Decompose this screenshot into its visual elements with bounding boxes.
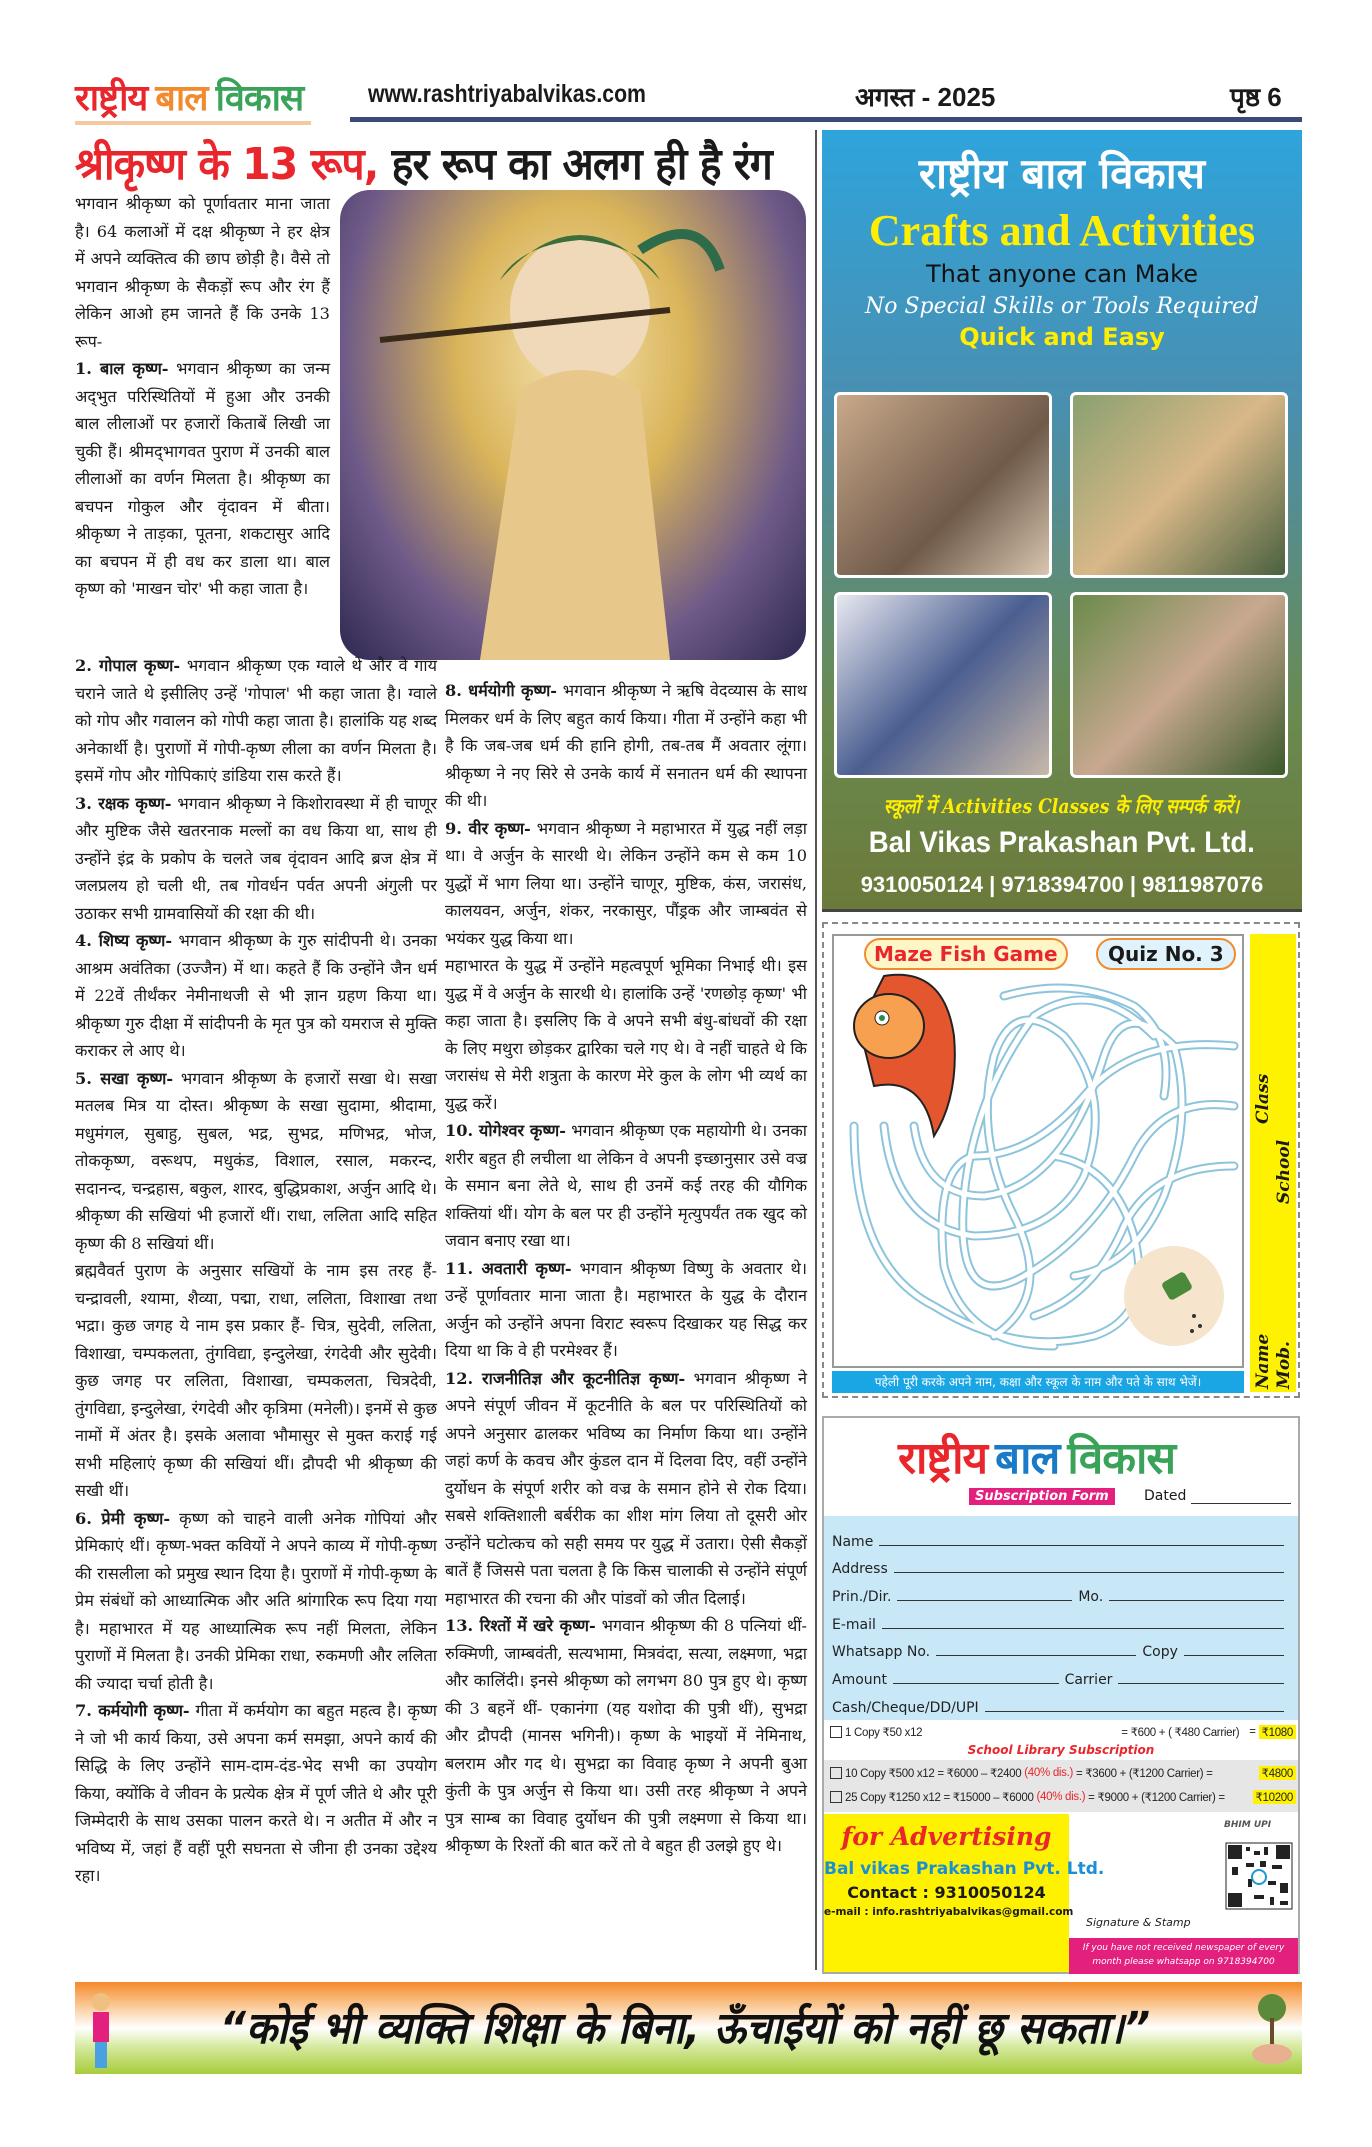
headline-black: हर रूप का अलग ही है रंग: [378, 139, 772, 190]
subscription-fields: [824, 1516, 1298, 1720]
name-field[interactable]: Name: [832, 1522, 1290, 1550]
section-title: 4. शिष्य कृष्ण-: [75, 931, 173, 950]
quiz-number: Quiz No. 3: [1096, 938, 1236, 970]
advertising-title: for Advertising: [841, 1822, 1052, 1851]
payment-field[interactable]: Cash/Cheque/DD/UPI: [832, 1688, 1290, 1716]
article-paragraph: [445, 952, 807, 1117]
article-section: [75, 355, 330, 603]
principal-field[interactable]: Prin./Dir. Mo.: [832, 1577, 1290, 1605]
article-section: [445, 1255, 807, 1365]
child-figure-icon: [83, 1988, 119, 2072]
class-field[interactable]: Class: [1253, 1073, 1273, 1124]
plan-checkbox[interactable]: [830, 1726, 842, 1738]
headline: [75, 132, 772, 192]
section-title: 2. गोपाल कृष्ण-: [75, 656, 181, 675]
article-section: [445, 815, 807, 953]
qr-code-icon[interactable]: [1224, 1833, 1294, 1913]
section-text: भगवान श्रीकृष्ण ने ऋषि वेदव्यास के साथ मिलकर धर्म के लिए बहुत कार्य किया। गीता में उन्होंने कहा भी है कि जब-जब धर्म की हानि होगी, तब-तब मैं अवतार लूंगा। श्रीकृष्ण ने नए सिरे से उनके कार्य में सनातन धर्म की स्थापना की थी।: [445, 681, 807, 810]
section-title: 12. राजनीतिज्ञ और कूटनीतिज्ञ कृष्ण-: [445, 1368, 686, 1388]
logo-word: विकास: [215, 78, 304, 119]
advertising-box: [824, 1814, 1105, 1972]
email-field[interactable]: E-mail: [832, 1605, 1290, 1633]
maze-paths: [834, 936, 1246, 1370]
ad-tagline-2: Quick and Easy: [959, 323, 1165, 351]
plan-checkbox[interactable]: [830, 1767, 842, 1779]
logo-word: राष्ट्रीय: [75, 78, 148, 119]
section-text: भगवान श्रीकृष्ण ने अपने संपूर्ण जीवन में कूटनीति के बल पर परिस्थितियों को अपने अनुसार ढालकर भविष्य का निर्माण किया था। उन्होंने जहां कर्ण के कवच और कुंडल दान में दिलवा दिए, वहीं उन्होंने दुर्योधन के संपूर्ण शरीर को वज्र के समान होने से रोक दिया। सबसे शक्तिशाली बर्बरीक का शीश मांग लिया तो दूसरी ओर उन्होंने घटोत्कच को सही समय पर युद्ध में उतारा। ऐसी सैकड़ों बातें हैं जिससे पता चलता है कि किस चालाकी से उन्होंने संपूर्ण महाभारत की रचना की और पांडवों को जीत दिलाई।: [445, 1368, 808, 1608]
headline-red: श्रीकृष्ण के 13 रूप,: [75, 139, 379, 190]
article-section: [75, 927, 437, 1065]
crafts-activities-ad: [822, 130, 1302, 912]
activity-photo: [834, 392, 1052, 578]
article-left-column: [75, 652, 437, 1890]
article-section: [445, 677, 807, 815]
advertising-email[interactable]: e-mail : info.rashtriyabalvikas@gmail.com: [824, 1906, 1074, 1918]
section-title: 9. वीर कृष्ण-: [445, 818, 531, 838]
subscription-form: [822, 1416, 1300, 1974]
name-field[interactable]: Name: [1253, 1333, 1273, 1389]
section-text: भगवान श्रीकृष्ण की 8 पत्नियां थीं- रुक्मिणी, जाम्बवंती, सत्यभामा, मित्रवंदा, सत्या, लक्ष्मणा, भद्रा और कालिंदी। इनसे श्रीकृष्ण को लगभग 80 पुत्र हुए थे। कृष्ण की 3 बहनें थीं- एकानंगा (यह यशोदा की पुत्री थीं), सुभद्रा और द्रौपदी (मानस भगिनी)। कृष्ण के भाइयों में नेमिनाथ, बलराम और गद थे। सुभद्रा का विवाह कृष्ण ने अपनी बुआ कुंती के पुत्र अर्जुन से किया था। उसी तरह श्रीकृष्ण ने अपने पुत्र साम्ब का विवाह दुर्योधन की पुत्री लक्ष्मणा से किया था। श्रीकृष्ण के रिश्तों की बात करें तो वे बहुत ही उलझे हुए थे।: [445, 1616, 807, 1855]
activity-photo: [1070, 392, 1288, 578]
maze-title: Maze Fish Game: [864, 938, 1068, 970]
plan-checkbox[interactable]: [830, 1791, 842, 1803]
plant-in-hands-icon: [1248, 1990, 1294, 2070]
website-url[interactable]: www.rashtriyabalvikas.com: [368, 80, 646, 108]
article-section: [75, 1697, 437, 1890]
activity-photo: [1070, 592, 1288, 778]
article-section: [445, 1612, 807, 1860]
section-title: 8. धर्मयोगी कृष्ण-: [445, 681, 558, 700]
mobile-field[interactable]: Mob.: [1274, 1341, 1294, 1389]
maze-instruction: पहेली पूरी करके अपने नाम, कक्षा और स्कूल के नाम और पते के साथ भेजें।: [832, 1371, 1244, 1393]
ad-cta: स्कूलों में Activities Classes के लिए सम्पर्क करें।: [884, 794, 1240, 818]
ad-phones: 9310050124 | 9718394700 | 9811987076: [860, 872, 1264, 897]
section-title: 11. अवतारी कृष्ण-: [445, 1258, 572, 1278]
article-section: [75, 1065, 437, 1258]
ad-cta-row: [822, 792, 1302, 819]
subscription-badge: Subscription Form: [969, 1488, 1115, 1505]
signature-stamp-label: Signature & Stamp: [1086, 1916, 1191, 1929]
plan-row[interactable]: 25 Copy ₹1250 x12 = ₹15000 – ₹6000 (40% dis.) = ₹9000 + (₹1200 Carrier) = ₹10200: [830, 1790, 1296, 1804]
ad-title: Crafts and Activities: [868, 206, 1256, 255]
article-section: [75, 652, 437, 790]
fish-food-icon: [1124, 1246, 1224, 1346]
krishna-illustration: [340, 190, 806, 660]
section-text: भगवान श्रीकृष्ण ने किशोरावस्था में ही चाणूर और मुष्टिक जैसे खतरनाक मल्लों का वध किया था, साथ ही उन्होंने इंद्र के प्रकोप के चलते जब वृंदावन आदि ब्रज क्षेत्र में जलप्रलय हो चली थी, तब गोवर्धन पर्वत अपनी अंगुली पर उठाकर सभी ग्रामवासियों की रक्षा की थी।: [75, 793, 437, 923]
library-heading: School Library Subscription: [967, 1743, 1155, 1757]
masthead-logo: [75, 72, 311, 125]
section-title: 7. कर्मयोगी कृष्ण-: [75, 1701, 190, 1720]
article-intro-column: [75, 190, 330, 603]
quote-banner: [75, 1982, 1302, 2074]
section-text: भगवान श्रीकृष्ण विष्णु के अवतार थे। उन्हें पूर्णावतार माना जाता है। महाभारत के युद्ध के दौरान अर्जुन को उन्होंने अपना विराट स्वरूप दिखाकर यह सिद्ध कर दिया था कि वे ही परमेश्वर हैं।: [445, 1258, 807, 1360]
section-title: 5. सखा कृष्ण-: [75, 1068, 174, 1088]
subscription-logo: राष्ट्रीय बाल विकास: [898, 1433, 1176, 1484]
section-title: 3. रक्षक कृष्ण-: [75, 793, 172, 813]
section-text: भगवान श्रीकृष्ण का जन्म अद्‌भुत परिस्थितियों में हुआ और उनकी बाल लीलाओं पर हजारों किताबें लिखी जा चुकी हैं। श्रीमद्‌भागवत पुराण में उनकी बाल लीलाओं का वर्णन मिलता है। श्रीकृष्ण का बचपन गोकुल और वृंदावन में बीता। श्रीकृष्ण ने ताड़का, पूतना, शकटासुर आदि का बचपन में ही वध कर डाला था। बाल कृष्ण को 'माखन चोर' भी कहा जाता है।: [75, 359, 330, 598]
article-section: [75, 1505, 437, 1698]
dated-field[interactable]: Dated: [1144, 1488, 1291, 1504]
section-text: ब्रह्मवैवर्त पुराण के अनुसार सखियों के नाम इस तरह हैं- चन्द्रावली, श्यामा, शैव्या, पद्मा, राधा, ललिता, विशाखा तथा भद्रा। कुछ जगह ये नाम इस प्रकार हैं- चित्र, सुदेवी, ललिता, विशाखा, चम्पकलता, तुंगविद्या, इन्दुलेखा, रंगदेवी और सुदेवी। कुछ जगह पर ललिता, विशाखा, चम्पकलता, चित्रदेवी, तुंगविद्या, इन्दुलेखा, रंगदेवी और कृत्रिमा (मनेली)। इनमें से कुछ नामों में अंतर है। इसके अलावा भौमासुर से मुक्त कराई गई सभी महिलाएं कृष्ण की सखियां थीं। द्रौपदी भी श्रीकृष्ण की सखी थीं।: [75, 1261, 437, 1500]
fish-icon: [854, 975, 955, 1136]
header-rule: [350, 117, 1302, 122]
ad-company-row: [822, 826, 1302, 860]
section-title: 1. बाल कृष्ण-: [75, 359, 169, 378]
bhim-upi-logo: BHIM UPI: [1224, 1820, 1272, 1830]
issue-date: अगस्त - 2025: [855, 82, 996, 112]
article-right-column: [445, 677, 807, 1860]
article-paragraph: [75, 1257, 437, 1505]
activity-photo: [834, 592, 1052, 778]
article-section: [445, 1117, 807, 1255]
column-divider: [815, 130, 817, 1970]
logo-word: बाल: [155, 78, 208, 119]
advertising-contact: Contact : 9310050124: [847, 1883, 1046, 1902]
maze-area[interactable]: [832, 934, 1244, 1368]
maze-quiz: [822, 922, 1300, 1398]
address-field[interactable]: Address: [832, 1550, 1290, 1578]
article-intro: भगवान श्रीकृष्ण को पूर्णावतार माना जाता है। 64 कलाओं में दक्ष श्रीकृष्ण ने हर क्षेत्र में अपने व्यक्तित्व की छाप छोड़ी है। वैसे तो भगवान श्रीकृष्ण के सैकड़ों रूप और रंग हैं लेकिन आओ हम जानते हैं कि उनके 13 रूप-: [75, 194, 330, 351]
section-text: भगवान श्रीकृष्ण के हजारों सखा थे। सखा मतलब मित्र या दोस्त। श्रीकृष्ण के सखा सुदामा, श्रीदामा, मधुमंगल, सुबाहु, सुबल, भद्र, सुभद्र, मणिभद्र, भोज, तोककृष्ण, वरूथप, मधुकंड, विशाल, रसाल, मकरन्द, सदानन्द, चन्द्रहास, बकुल, शारद, बुद्धिप्रकाश, अर्जुन आदि थे। श्रीकृष्ण की सखियां भी हजारों थीं। राधा, ललिता आदि सहित कृष्ण की 8 सखियां थीं।: [75, 1068, 437, 1253]
plan-row[interactable]: 10 Copy ₹500 x12 = ₹6000 – ₹2400 (40% dis.) = ₹3600 + (₹1200 Carrier) = ₹4800: [830, 1766, 1296, 1780]
ad-subtitle: That anyone can Make: [926, 260, 1198, 288]
entry-details-strip: [1250, 934, 1296, 1392]
section-text: भगवान श्रीकृष्ण ने महाभारत में युद्ध नहीं लड़ा था। वे अर्जुन के सारथी थे। लेकिन उन्होंने कम से कम 10 युद्धों में भाग लिया था। उन्होंने चाणूर, मुष्टिक, कंस, जरासंध, कालयवन, अर्जुन, शंकर, नरकासुर, पौंड्रक और जाम्बवंत से भयंकर युद्ध किया था।: [445, 818, 807, 948]
whatsapp-notice: If you have not received newspaper of every month please whatsapp on 9718394700: [1069, 1938, 1298, 1974]
ad-logo: राष्ट्रीय बाल विकास: [918, 149, 1206, 198]
plan-row[interactable]: 1 Copy ₹50 x12 = ₹600 + ( ₹480 Carrier) = ₹1080: [830, 1725, 1296, 1739]
whatsapp-field[interactable]: Whatsapp No. Copy: [832, 1633, 1290, 1661]
section-text: भगवान श्रीकृष्ण एक ग्वाले थे और वे गाय चराने जाते थे इसीलिए उन्हें 'गोपाल' भी कहा जाता है। ग्वाले को गोप और गवालन को गोपी कहा जाता है। हालांकि यह शब्द अनेकार्थी है। पुराणों में गोपी-कृष्ण लीला का वर्णन मिलता है। इसमें गोप और गोपिकाएं डांडिया रास करते हैं।: [75, 656, 437, 785]
article-section: [75, 790, 437, 928]
section-title: 6. प्रेमी कृष्ण-: [75, 1508, 171, 1528]
school-field[interactable]: School: [1274, 1139, 1294, 1204]
ad-tagline: No Special Skills or Tools Required: [865, 294, 1259, 319]
ad-company: Bal Vikas Prakashan Pvt. Ltd.: [868, 826, 1256, 859]
page-number: पृष्ठ 6: [1230, 82, 1282, 112]
section-title: 10. योगेश्वर कृष्ण-: [445, 1121, 566, 1140]
section-text: महाभारत के युद्ध में उन्होंने महत्वपूर्ण भूमिका निभाई थी। इस युद्ध में वे अर्जुन के सारथी थे। हालांकि उन्हें 'रणछोड़ कृष्ण' भी कहा जाता है। इसलिए कि वे अपने सभी बंधु-बांधवों की रक्षा के लिए मथुरा छोड़कर द्वारिका चले गए थे। वे नहीं चाहते थे कि जरासंध से मेरी शत्रुता के कारण मेरे कुल के लोग भी व्यर्थ का युद्ध करें।: [445, 956, 807, 1113]
amount-field[interactable]: Amount Carrier: [832, 1660, 1290, 1688]
quote-text: “कोई भी व्यक्ति शिक्षा के बिना, ऊँचाईयों को नहीं छू सकता।”: [219, 2003, 1151, 2054]
article-section: [445, 1365, 807, 1613]
advertising-company: Bal vikas Prakashan Pvt. Ltd.: [824, 1859, 1105, 1879]
section-text: भगवान श्रीकृष्ण एक महायोगी थे। उनका शरीर बहुत ही लचीला था लेकिन वे अपनी इच्छानुसार उसे वज्र के समान बना लेते थे, साथ ही उनमें कई तरह की यौगिक शक्तियां थीं। योग के बल पर ही उन्होंने मृत्युपर्यंत तक खुद को जवान बनाए रखा था।: [445, 1121, 807, 1250]
section-title: 13. रिश्तों में खरे कृष्ण-: [445, 1616, 596, 1635]
section-text: कृष्ण को चाहने वाली अनेक गोपियां और प्रेमिकाएं थीं। कृष्ण-भक्त कवियों ने अपने काव्य में गोपी-कृष्ण की रासलीला को प्रमुख स्थान दिया है। पुराणों में गोपी-कृष्ण के प्रेम संबंधों को आध्यात्मिक और अति श्रांगारिक रूप दिया गया है। महाभारत में यह आध्यात्मिक रूप नहीं मिलता, लेकिन पुराणों में मिलता है। उनकी प्रेमिका राधा, रुकमणी और ललिता की ज्यादा चर्चा होती है।: [75, 1508, 437, 1693]
section-text: भगवान श्रीकृष्ण के गुरु सांदीपनी थे। उनका आश्रम अवंतिका (उज्जैन) में था। कहते हैं कि उन्होंने जैन धर्म में 22वें तीर्थंकर नेमीनाथजी से भी ज्ञान ग्रहण किया था। श्रीकृष्ण गुरु दीक्षा में सांदीपनी के मृत पुत्र को यमराज से मुक्ति कराकर ले आए थे।: [75, 931, 437, 1060]
section-text: गीता में कर्मयोग का बहुत महत्व है। कृष्ण ने जो भी कार्य किया, उसे अपना कर्म समझा, अपने कार्य की सिद्धि के लिए उन्होंने साम-दाम-दंड-भेद सभी का उपयोग किया, क्योंकि वे जीवन के प्रत्येक क्षेत्र में पूर्ण जीते थे और पूरी जिम्मेदारी के साथ उसका पालन करते थे। न अतीत में और न भविष्य में, जहां हैं वहीं पूरी सघनता से जीना ही उनका उद्देश्य रहा।: [75, 1701, 437, 1885]
